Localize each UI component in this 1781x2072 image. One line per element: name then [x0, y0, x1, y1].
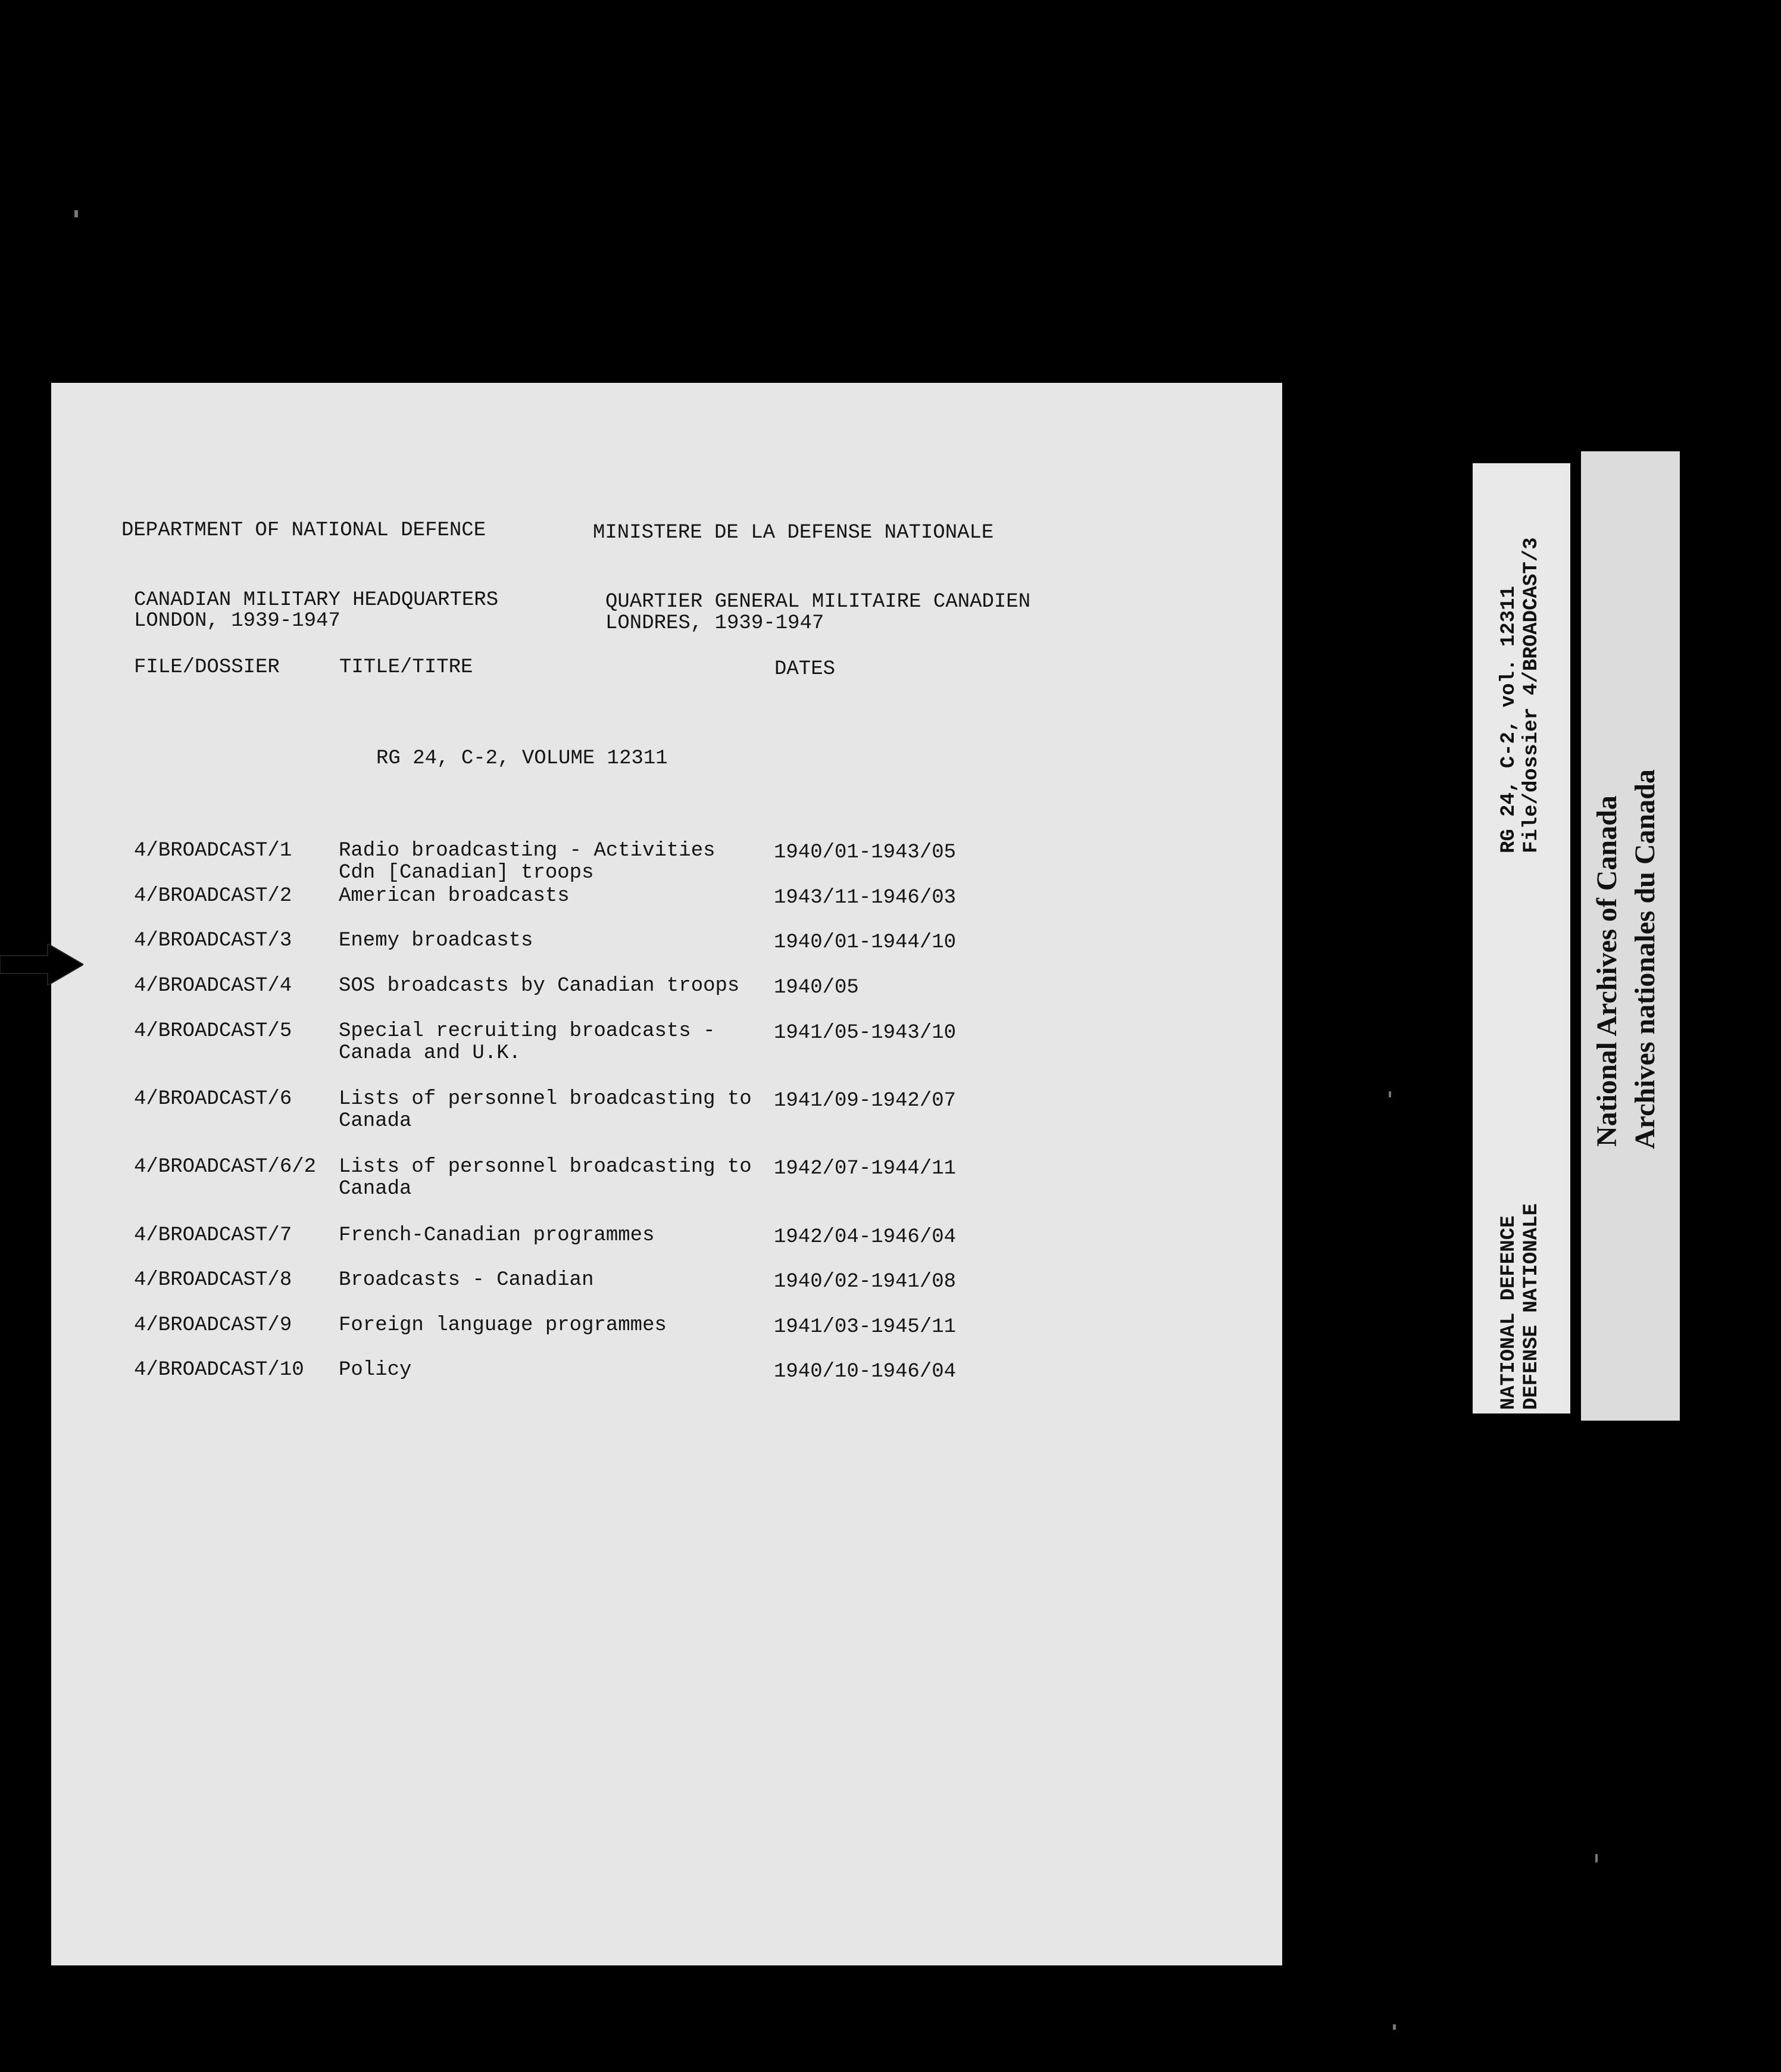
scan-speck [74, 210, 78, 217]
file-title: SOS broadcasts by Canadian troops [339, 975, 740, 997]
file-title: Radio broadcasting - Activities [339, 840, 715, 862]
headquarters-french-line1: QUARTIER GENERAL MILITAIRE CANADIEN [605, 591, 1031, 613]
department-french: MINISTERE DE LA DEFENSE NATIONALE [593, 522, 994, 544]
file-title: Lists of personnel broadcasting to [339, 1156, 752, 1178]
agency-label-english: NATIONAL DEFENCE [1498, 1215, 1520, 1410]
file-dates: 1940/02-1941/08 [774, 1271, 957, 1293]
file-dates: 1942/07-1944/11 [774, 1157, 957, 1180]
file-title: Enemy broadcasts [339, 929, 533, 952]
file-number: 4/BROADCAST/8 [134, 1269, 292, 1291]
agency-label-french: DEFENSE NATIONALE [1520, 1203, 1543, 1410]
column-header-dates: DATES [774, 658, 836, 681]
file-dates: 1943/11-1946/03 [774, 887, 957, 909]
headquarters-english-line2: LONDON, 1939-1947 [134, 610, 340, 632]
headquarters-english-line1: CANADIAN MILITARY HEADQUARTERS [134, 589, 499, 611]
file-number: 4/BROADCAST/4 [134, 975, 292, 997]
volume-label-strip [1473, 463, 1570, 1413]
scan-speck [1393, 2024, 1396, 2030]
file-dates: 1940/01-1944/10 [774, 931, 957, 954]
headquarters-french-line2: LONDRES, 1939-1947 [605, 612, 824, 635]
reference-volume: RG 24, C-2, vol. 12311 [1498, 586, 1520, 853]
file-dates: 1940/10-1946/04 [774, 1360, 957, 1383]
file-title: French-Canadian programmes [339, 1224, 655, 1247]
file-dates: 1942/04-1946/04 [774, 1226, 957, 1249]
file-title: Special recruiting broadcasts - [339, 1020, 715, 1043]
file-number: 4/BROADCAST/6 [134, 1088, 292, 1110]
file-number: 4/BROADCAST/10 [134, 1359, 304, 1381]
file-title-continued: Canada and U.K. [339, 1042, 521, 1065]
file-dates: 1941/03-1945/11 [774, 1316, 957, 1338]
file-number: 4/BROADCAST/6/2 [134, 1156, 317, 1178]
pointer-arrow-icon [0, 944, 83, 985]
department-english: DEPARTMENT OF NATIONAL DEFENCE [121, 519, 486, 542]
file-title: Broadcasts - Canadian [339, 1269, 594, 1291]
document-page [51, 383, 1282, 1965]
file-dates: 1940/01-1943/05 [774, 841, 957, 864]
file-title: Policy [339, 1359, 412, 1381]
file-title-continued: Canada [339, 1110, 412, 1132]
file-title: Foreign language programmes [339, 1314, 667, 1337]
file-number: 4/BROADCAST/5 [134, 1020, 292, 1043]
archives-name-french: Archives nationales du Canada [1629, 769, 1661, 1149]
file-number: 4/BROADCAST/7 [134, 1224, 292, 1247]
file-title: Lists of personnel broadcasting to [339, 1088, 752, 1110]
file-title-continued: Cdn [Canadian] troops [339, 862, 594, 884]
file-title: American broadcasts [339, 885, 570, 907]
file-number: 4/BROADCAST/3 [134, 929, 292, 952]
file-dates: 1941/05-1943/10 [774, 1022, 957, 1044]
archives-label-strip [1581, 451, 1680, 1421]
volume-heading: RG 24, C-2, VOLUME 12311 [376, 747, 668, 770]
scan-speck [1389, 1091, 1391, 1097]
file-number: 4/BROADCAST/1 [134, 840, 292, 862]
reference-file: File/dossier 4/BROADCAST/3 [1520, 537, 1543, 853]
file-title-continued: Canada [339, 1178, 412, 1200]
file-number: 4/BROADCAST/9 [134, 1314, 292, 1337]
column-header-title: TITLE/TITRE [339, 656, 473, 679]
file-dates: 1941/09-1942/07 [774, 1090, 957, 1112]
file-number: 4/BROADCAST/2 [134, 885, 292, 907]
scan-speck [1595, 1854, 1598, 1862]
column-header-file: FILE/DOSSIER [134, 656, 280, 679]
file-dates: 1940/05 [774, 976, 859, 999]
archives-name-english: National Archives of Canada [1591, 795, 1623, 1147]
